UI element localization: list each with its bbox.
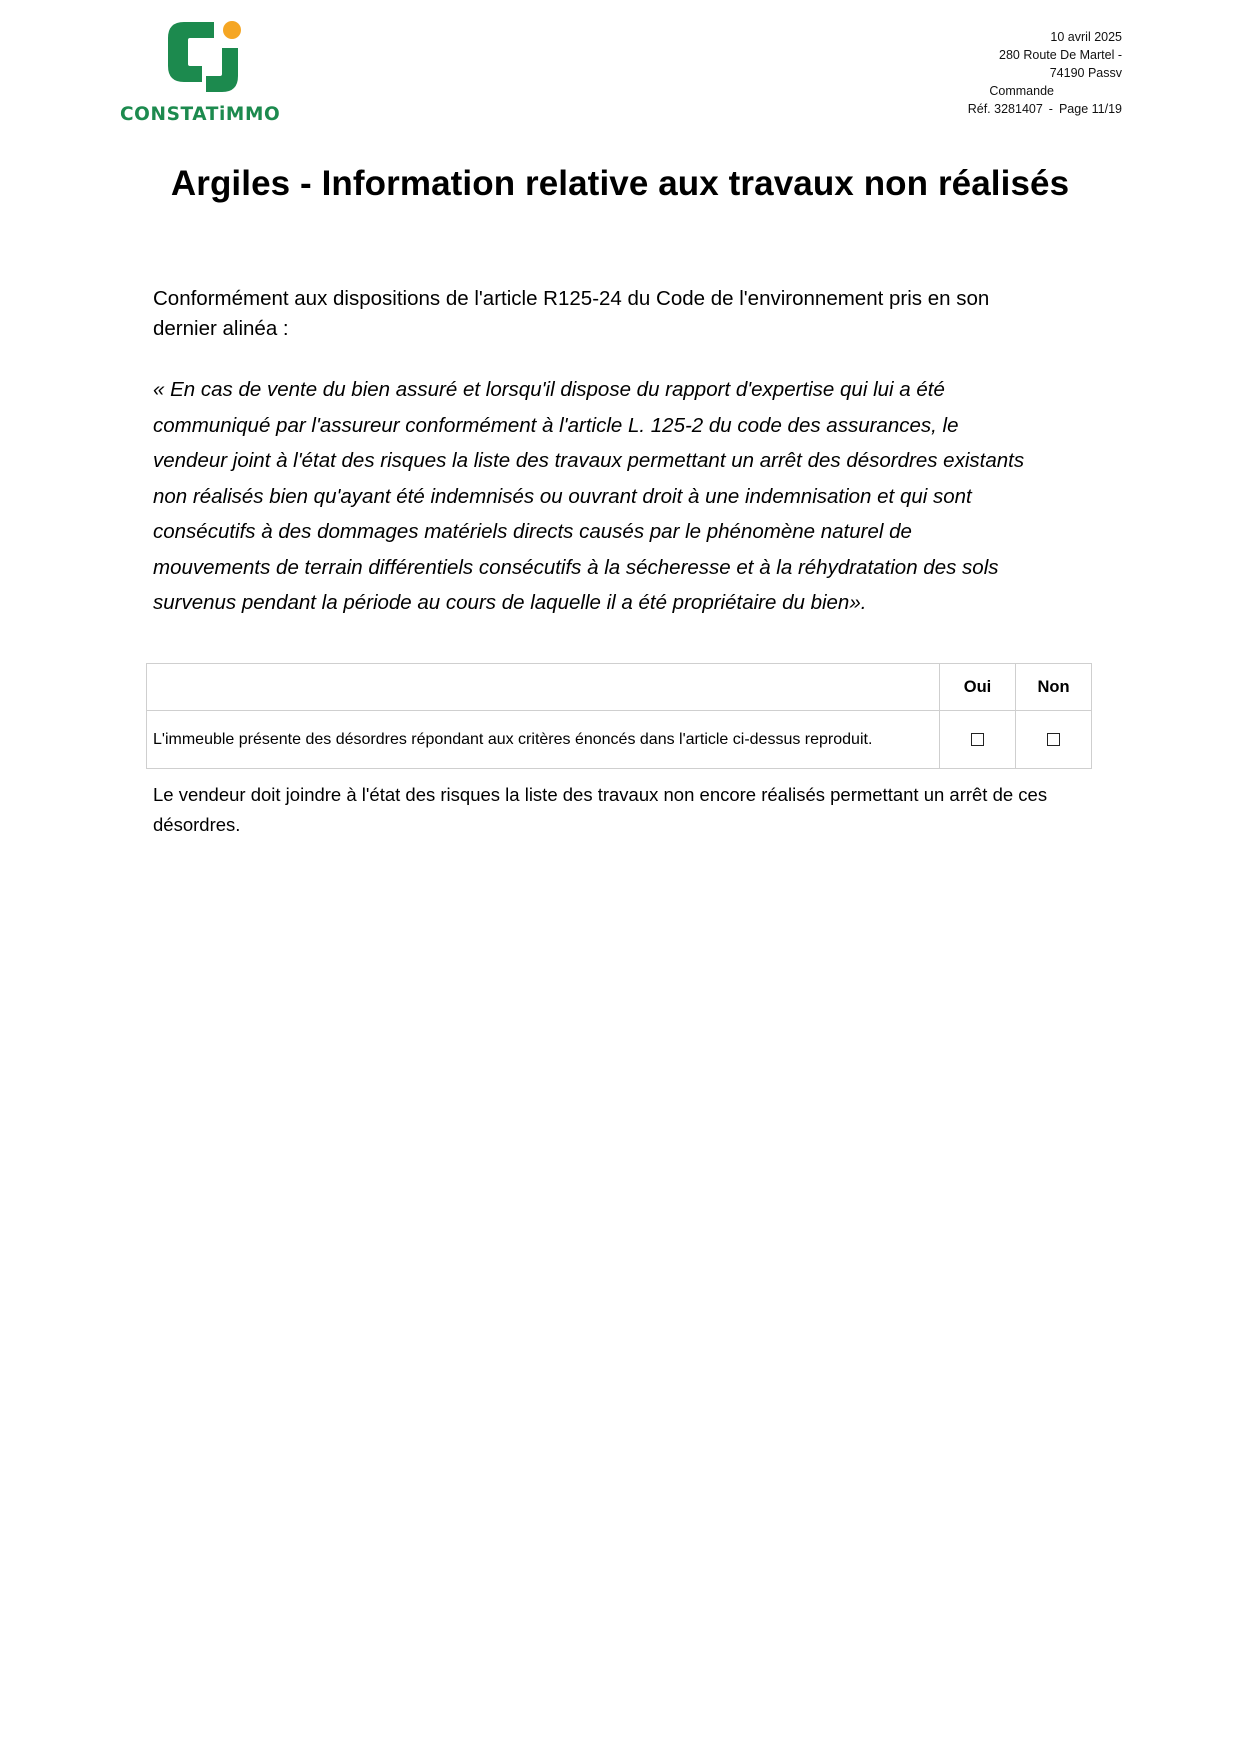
table-header-empty [147,664,940,711]
table-row [147,711,1092,769]
page-title: Argiles - Information relative aux travaux non réalisés [170,164,1070,203]
table-header-row [147,664,1092,711]
conclusion-paragraph: Le vendeur doit joindre à l'état des risques la liste des travaux non encore réalisés permettant un arrêt de ces désordres. [153,784,1048,835]
table-header-oui: Oui [940,664,1016,711]
company-logo [118,18,290,130]
page-number: Page 11/19 [1058,102,1122,116]
oui-cell [940,711,1016,769]
order-label: Commande [989,84,1054,98]
logo-wordmark: CONSTATiMMO [120,104,281,125]
non-cell [1016,711,1092,769]
disorders-table [146,663,1092,769]
reference-number: Réf. 3281407 [967,102,1043,116]
non-checkbox[interactable] [1047,733,1060,746]
address-line-1: 280 Route De Martel - [999,48,1122,62]
table-header-non: Non [1016,664,1092,711]
oui-checkbox[interactable] [971,733,984,746]
constatimmo-logo-icon [162,18,252,94]
intro-paragraph: Conformément aux dispositions de l'article R125-24 du Code de l'environnement pris en son dernier alinéa : [153,287,990,340]
reference-and-page: Réf. 3281407 - Page 11/19 [967,102,1122,116]
address-line-2: 74190 Passv [1049,66,1122,80]
legal-quote: « En cas de vente du bien assuré et lorsqu'il dispose du rapport d'expertise qui lui a été communiqué par l'assureur conformément à l'article L. 125-2 du code des assurances, le vendeur joint à l'état des risques la liste des travaux permettant un arrêt des désordres existants non réalisés bien qu'ayant été indemnisés ou ouvrant droit à une indemnisation et qui sont consécutifs à des dommages matériels directs causés par le phénomène naturel de mouvements de terrain différentiels consécutifs à la sécheresse et à la réhydratation des sols survenus pendant la période au cours de laquelle il a été propriétaire du bien». [153,378,1025,614]
table-row-label: L'immeuble présente des désordres répondant aux critères énoncés dans l'article ci-dessus reproduit. [147,711,940,769]
report-date: 10 avril 2025 [1050,30,1122,44]
document-header-info [968,28,1122,118]
